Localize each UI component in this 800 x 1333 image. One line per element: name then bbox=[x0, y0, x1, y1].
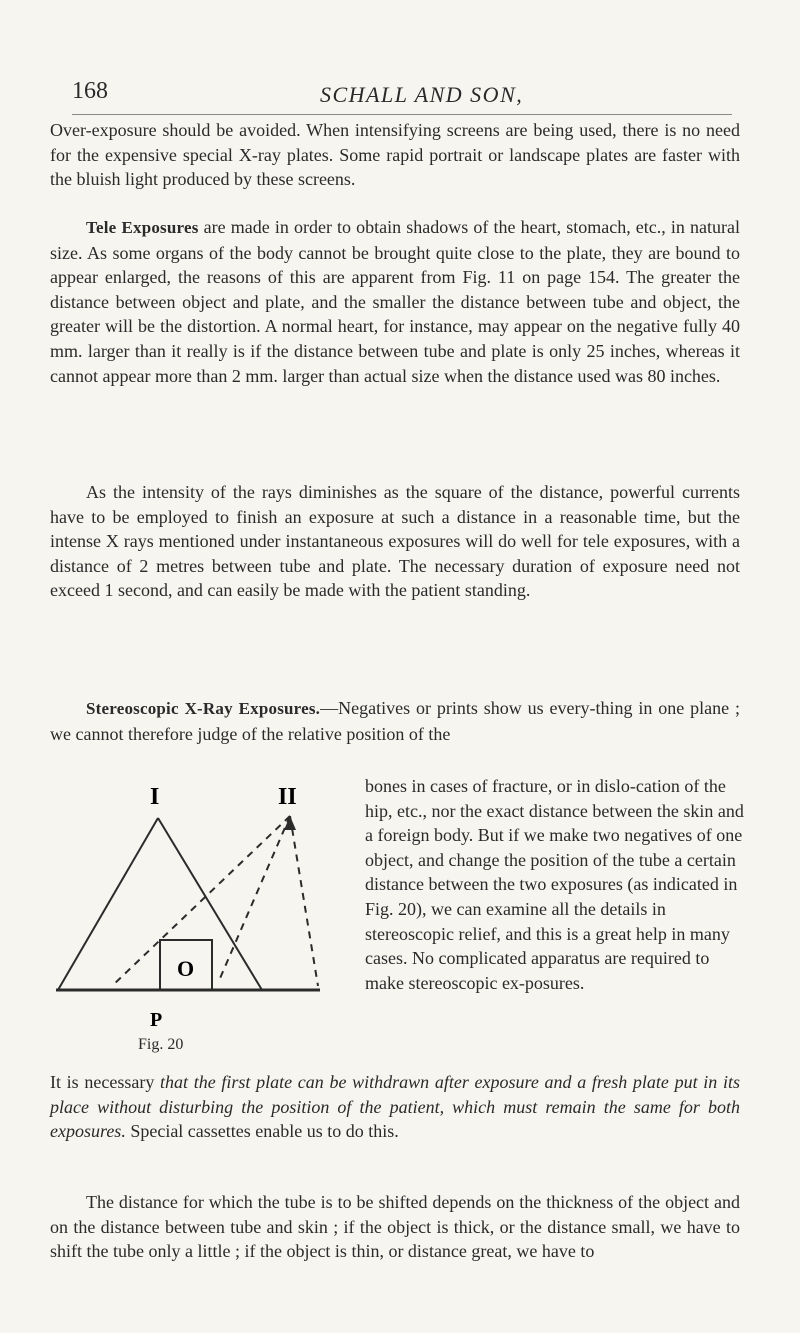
paragraph-stereoscopic-lead bbox=[50, 696, 740, 746]
paragraph-stereoscopic-wrap: bones in cases of fracture, or in dislo-cation of the hip, etc., nor the exact distance between the skin and a foreign body. But if we make two negatives of one object, and change the position of the tube a certain distance between the two exposures (as indicated in Fig. 20), we can examine all the details in stereoscopic relief, and this is a great help in many cases. No complicated apparatus are required to make stereoscopic ex-posures. bbox=[365, 776, 744, 993]
page-number: 168 bbox=[72, 78, 108, 104]
label-ii: II bbox=[278, 784, 297, 810]
header-rule bbox=[72, 114, 732, 115]
necessary-italic: that the first plate can be withdrawn after exposure and a fresh plate put in its place without disturbing the position of the patient, which must remain the same for both exposures. bbox=[50, 1072, 740, 1142]
necessary-intro: It is necessary bbox=[50, 1072, 161, 1092]
page-header bbox=[72, 78, 732, 112]
ray-line bbox=[158, 818, 262, 990]
label-p: P bbox=[150, 1009, 163, 1031]
tube-marker bbox=[284, 816, 296, 830]
ray-dashed-line bbox=[290, 816, 318, 986]
stereoscopic-lead-text: —Negatives or prints show us every-thing in one plane ; we cannot therefore judge of the relative position of the bbox=[50, 698, 740, 744]
necessary-outro: Special cassettes enable us to do this. bbox=[125, 1121, 399, 1142]
heading-tele-exposures: Tele Exposures bbox=[86, 218, 199, 237]
paragraph-necessary bbox=[50, 1070, 740, 1144]
ray-dashed-line bbox=[112, 816, 290, 986]
label-o: O bbox=[177, 956, 195, 981]
heading-stereoscopic: Stereoscopic X-Ray Exposures. bbox=[86, 699, 321, 718]
paragraph-tele-exposures bbox=[50, 215, 740, 388]
running-title: SCHALL AND SON, bbox=[320, 82, 524, 107]
paragraph-intensity: As the intensity of the rays diminishes as the square of the distance, powerful currents have to be employed to finish an exposure at such a distance in a reasonable time, but the intense X rays mentioned under instantaneous exposures will do well for tele exposures, with a distance of 2 metres between tube and plate. The necessary duration of exposure need not exceed 1 second, and can easily be made with the patient standing. bbox=[50, 482, 740, 601]
ray-line bbox=[58, 818, 158, 990]
tele-exposures-text: are made in order to obtain shadows of the heart, stomach, etc., in natural size. As some organs of the body cannot be brought quite close to the plate, they are bound to appear enlarged, the reasons of this are apparent from Fig. 11 on page 154. The greater the distance between object and plate, and the smaller the distance between tube and object, the greater will be the distortion. A normal heart, for instance, may appear on the negative fully 40 mm. larger than it really is if the distance between tube and plate is only 25 inches, whereas it cannot appear more than 2 mm. larger than actual size when the distance used was 80 inches. bbox=[50, 217, 740, 386]
ray-dashed-line bbox=[218, 816, 290, 983]
paragraph-distance: The distance for which the tube is to be shifted depends on the thickness of the object and on the distance between tube and skin ; if the object is thick, or the distance small, we have to shift the tube only a little ; if the object is thin, or distance great, we have to bbox=[50, 1192, 740, 1262]
paragraph-over-exposure: Over-exposure should be avoided. When intensifying screens are being used, there is no need for the expensive special X-ray plates. Some rapid portrait or landscape plates are faster with the bluish light produced by these screens. bbox=[50, 120, 740, 190]
figure-caption: Fig. 20 bbox=[138, 1036, 184, 1053]
label-i: I bbox=[150, 784, 160, 810]
